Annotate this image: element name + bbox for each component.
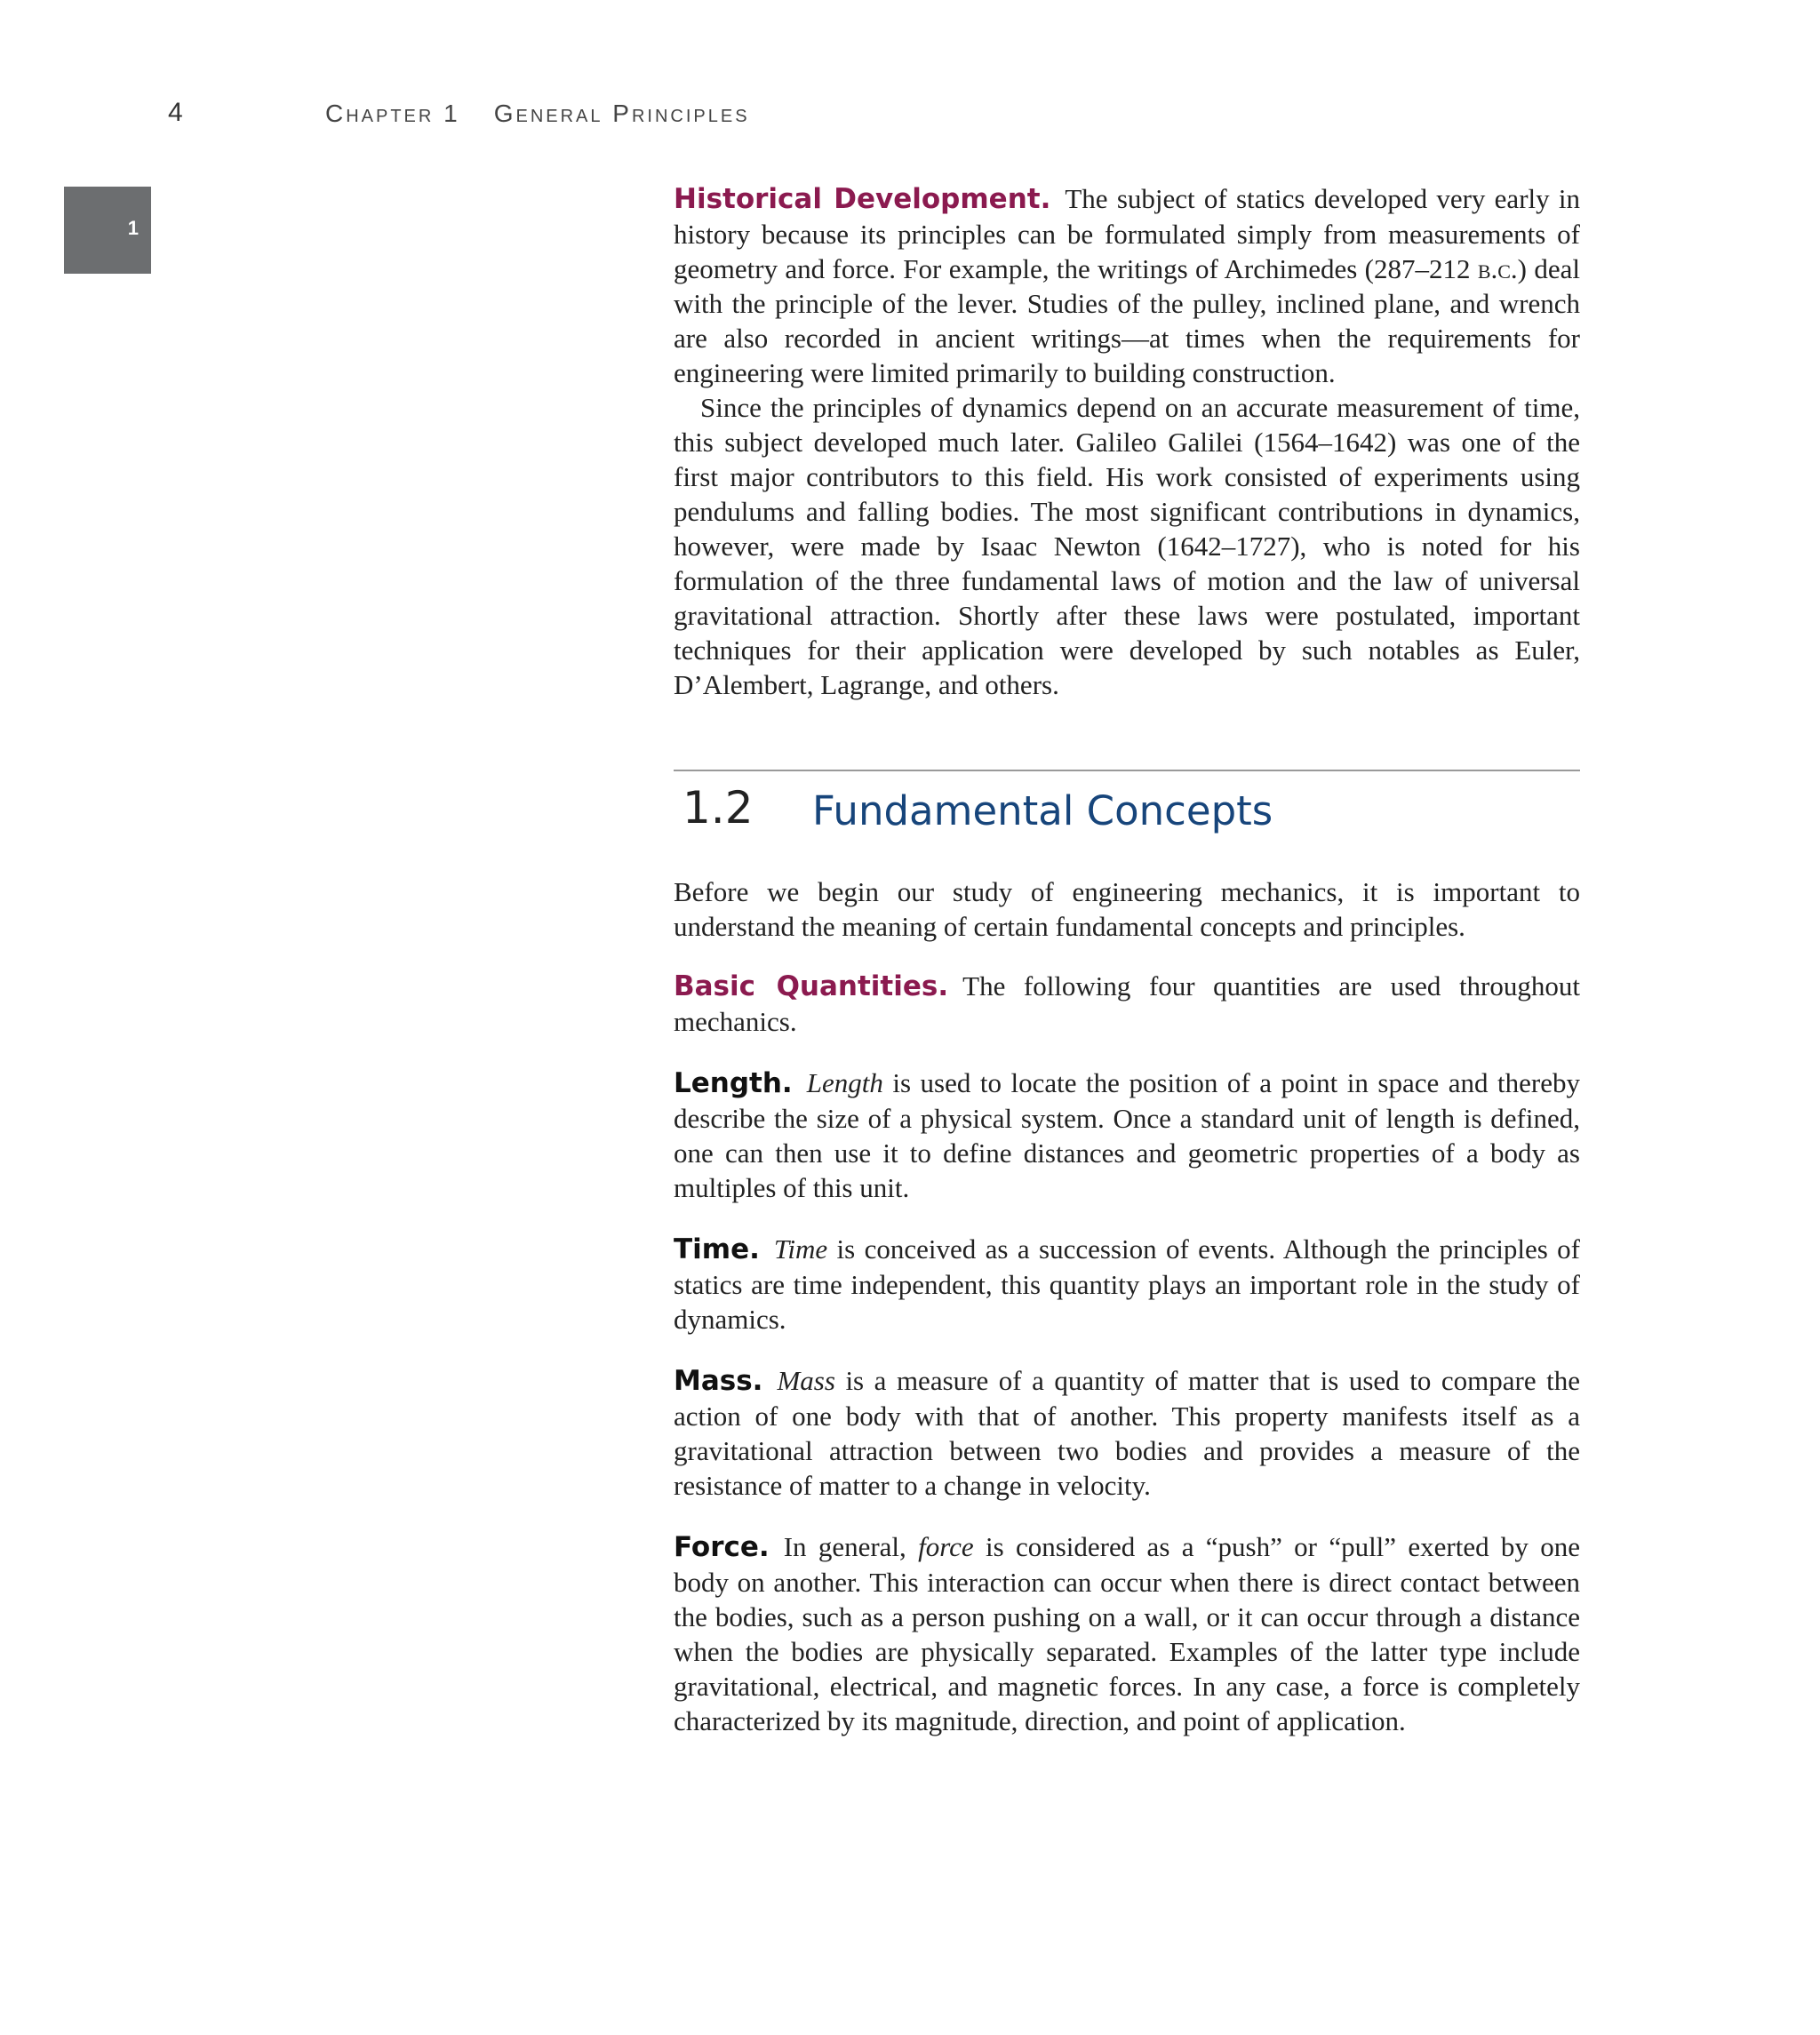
page-number: 4 <box>168 98 183 127</box>
basic-quantities-text: The following four quantities are used throughout mechanics. <box>674 970 1580 1037</box>
running-head <box>325 100 750 128</box>
length-term: Length <box>806 1067 883 1098</box>
page-content <box>674 181 1580 1738</box>
force-paragraph <box>674 1529 1580 1738</box>
section-title: Fundamental Concepts <box>812 787 1273 834</box>
chapter-tab-number: 1 <box>127 217 139 239</box>
page-header <box>0 92 1820 137</box>
chapter-label: Chapter 1 <box>325 100 460 127</box>
mass-text: is a measure of a quantity of matter that is used to compare the action of one body with that of another. This property manifests itself as a gravitational attraction between two bodies and provides a measure of the resistance of matter to a change in velocity. <box>674 1365 1580 1501</box>
historical-text-a: The subject of statics developed very early in history because its principles can be formulated simply from measurements of geometry and force. For example, the writings of Archimedes (287–212 <box>674 183 1580 284</box>
time-text: is conceived as a succession of events. Although the principles of statics are time independent, this quantity plays an important role in the study of dynamics. <box>674 1233 1580 1335</box>
length-heading: Length. <box>674 1067 793 1099</box>
historical-development-heading: Historical Development. <box>674 183 1051 215</box>
force-text-a: In general, <box>783 1531 919 1562</box>
force-heading: Force. <box>674 1531 770 1563</box>
chapter-tab <box>64 187 151 274</box>
length-text: is used to locate the position of a point in space and thereby describe the size of a physical system. Once a standard unit of length is defined, one can then use it to define distances and geometric properties of a body as multiples of this unit. <box>674 1067 1580 1203</box>
section-divider <box>674 770 1580 771</box>
historical-era: b.c. <box>1477 253 1518 284</box>
section-intro-paragraph: Before we begin our study of engineering mechanics, it is important to understand the meaning of certain fundamental concepts and principles. <box>674 876 1580 942</box>
historical-text-b: ) deal with the principle of the lever. Studies of the pulley, inclined plane, and wrench are also recorded in ancient writings—at times when the requirements for engineering were limited primarily to building construction. <box>674 253 1580 388</box>
chapter-title: General Principles <box>493 100 750 127</box>
time-paragraph <box>674 1232 1580 1337</box>
mass-paragraph <box>674 1363 1580 1503</box>
dynamics-history-paragraph: Since the principles of dynamics depend on an accurate measurement of time, this subject developed much later. Galileo Galilei (1564–1642) was one of the first major contributors to this field. His work consisted of experiments using pendulums and falling bodies. The most significant contributions in dynamics, however, were made by Isaac Newton (1642–1727), who is noted for his formulation of the three fundamental laws of motion and the law of universal gravitational attraction. Shortly after these laws were postulated, important techniques for their application were developed by such notables as Euler, D’Alembert, Lagrange, and others. <box>674 392 1580 700</box>
section-heading <box>674 782 1580 844</box>
time-heading: Time. <box>674 1233 760 1265</box>
historical-development-paragraph <box>674 181 1580 390</box>
time-term: Time <box>773 1233 828 1265</box>
force-term: force <box>918 1531 974 1562</box>
mass-term: Mass <box>777 1365 835 1396</box>
basic-quantities-heading: Basic Quantities. <box>674 970 949 1002</box>
force-text-b: is considered as a “push” or “pull” exerted by one body on another. This interaction can occur when there is direct contact between the bodies, such as a person pushing on a wall, or it can occur through a distance when the bodies are physically separated. Examples of the latter type include gravitational, electrical, and magnetic forces. In any case, a force is completely characterized by its magnitude, direction, and point of application. <box>674 1531 1580 1736</box>
basic-quantities-paragraph <box>674 969 1580 1039</box>
length-paragraph <box>674 1065 1580 1205</box>
section-number: 1.2 <box>682 782 754 834</box>
mass-heading: Mass. <box>674 1365 763 1397</box>
